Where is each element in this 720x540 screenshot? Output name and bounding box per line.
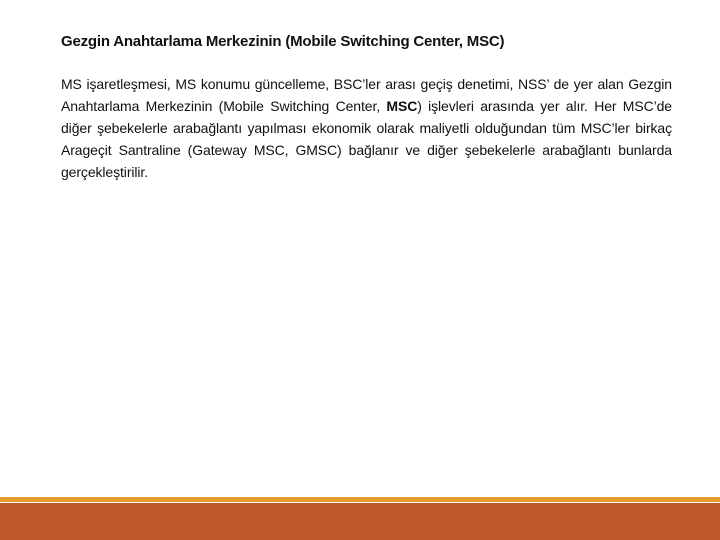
slide-body-paragraph xyxy=(61,73,672,183)
paragraph-text-part1: MS işaretleşmesi, MS konumu güncelleme, BSC’ler arası geçiş denetimi, NSS’ de yer alan Gezgin Anahtarlama Merkezinin (Mobile Switching Center, xyxy=(61,76,672,114)
footer-accent-bar xyxy=(0,503,720,540)
footer-accent-line xyxy=(0,497,720,502)
paragraph-bold-msc: MSC xyxy=(386,98,418,114)
slide-title: Gezgin Anahtarlama Merkezinin (Mobile Switching Center, MSC) xyxy=(61,33,505,50)
paragraph-text-part2: ) işlevleri arasında yer alır. Her MSC’de diğer şebekelerle arabağlantı yapılması ekonomik olarak maliyetli olduğundan tüm MSC’ler birkaç Arageçit Santraline (Gateway MSC, GMSC) bağlanır ve diğer şebekelerle arabağlantı bunlarda gerçekleştirilir. xyxy=(61,98,672,180)
